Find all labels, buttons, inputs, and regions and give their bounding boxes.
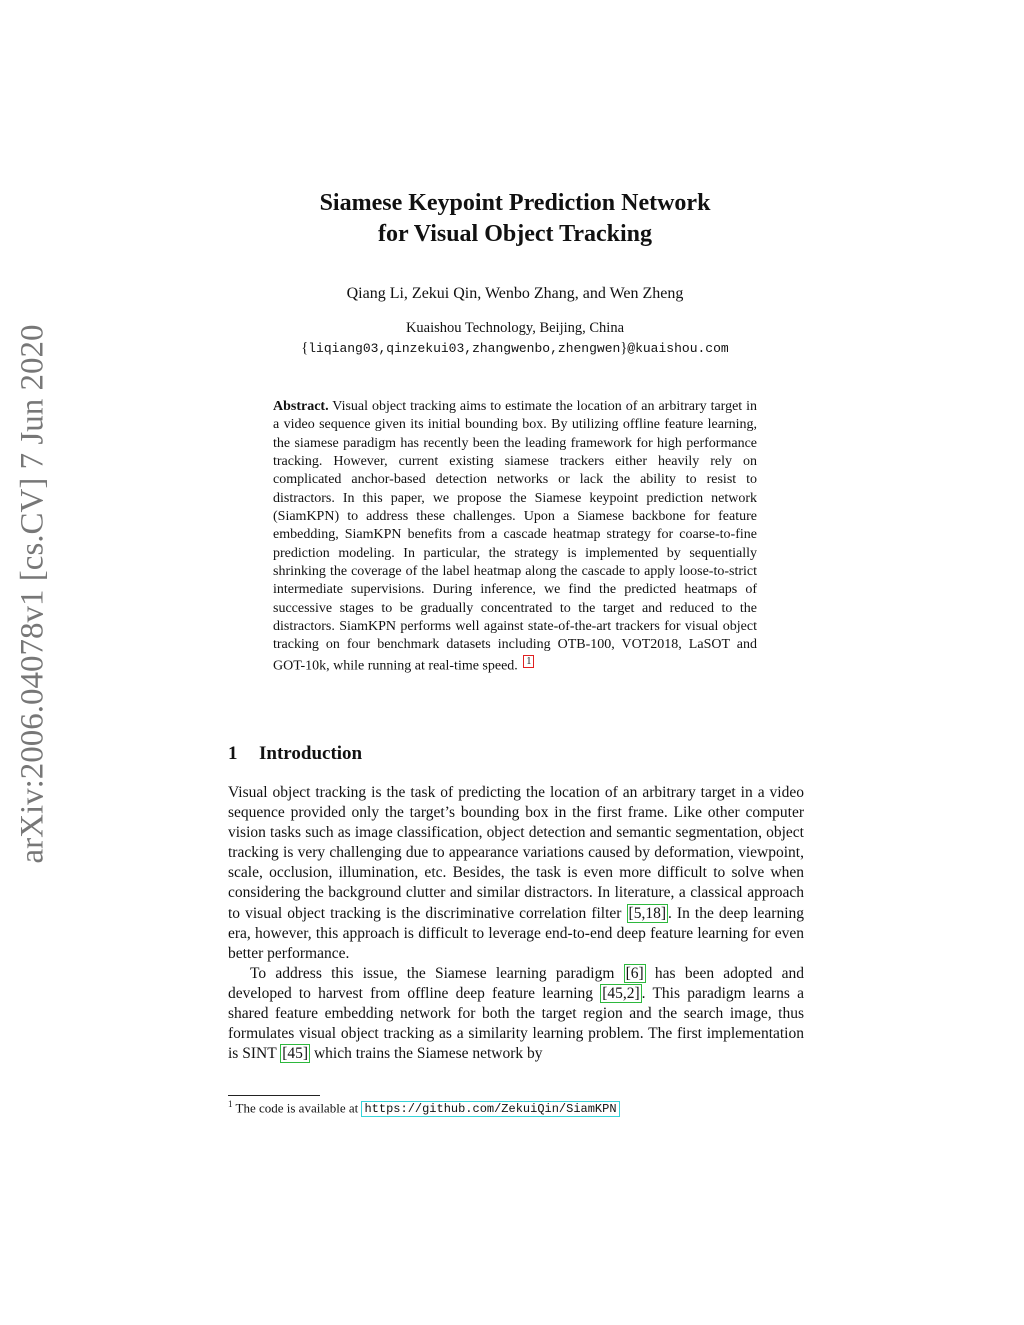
paragraph-2-text-c: . This paradigm learns a shared feature embedding network for both the target region and the search image, thus formulates visual object tracking as a similarity learning problem. The first implementation is SINT (228, 984, 804, 1063)
paragraph-2-text-d: which trains the Siamese network by (310, 1045, 543, 1063)
citation-link[interactable]: [5,18] (628, 904, 666, 922)
paper-title-line-2: for Visual Object Tracking (377, 221, 652, 247)
section-heading-introduction (228, 741, 362, 767)
abstract-text: Visual object tracking aims to estimate the location of an arbitrary target in a video sequence given its initial bounding box. By utilizing offline feature learning, the siamese paradigm has recently been the leading framework for high performance tracking. However, current existing siamese trackers either heavily rely on complicated anchor-based detection networks or lack the ability to resist to distractors. In this paper, we propose the Siamese keypoint prediction network (SiamKPN) to address these challenges. Upon a Siamese backbone for feature embedding, SiamKPN benefits from a cascade heatmap strategy for coarse-to-fine prediction modeling. In particular, the strategy is implemented by sequentially shrinking the coverage of the label heatmap along the cascade to apply loose-to-strict intermediate supervisions. During inference, we find the predicted heatmaps of successive stages to be gradually concentrated to the target and reduced to the distractors. SiamKPN performs well against state-of-the-art trackers for visual object tracking on four benchmark datasets including OTB-100, VOT2018, LaSOT and GOT-10k, while running at real-time speed. (273, 399, 758, 674)
email-brace-close: } (620, 340, 628, 356)
paragraph-1 (228, 783, 804, 964)
email-domain: @kuaishou.com (627, 341, 729, 356)
paragraph-1-text-a: Visual object tracking is the task of predicting the location of an arbitrary target in a video sequence provided only the target’s bounding box in the first frame. Like other computer vision tasks such as image classification, object detection and semantic segmentation, object tracking is very challenging due to appearance variations caused by deformation, viewpoint, scale, occlusion, illumination, etc. Besides, the task is even more difficult to solve when considering the background clutter and similar distractors. In literature, a classical approach to visual object tracking is the discriminative correlation filter (228, 784, 804, 922)
email-usernames: liqiang03,qinzekui03,zhangwenbo,zhengwen (308, 341, 621, 356)
introduction-body (228, 783, 804, 1064)
abstract (273, 398, 757, 676)
footnote-text: The code is available at (235, 1100, 362, 1116)
code-url-link[interactable]: https://github.com/ZekuiQin/SiamKPN (361, 1101, 619, 1117)
author-list: Qiang Li, Zekui Qin, Wenbo Zhang, and Wen Zheng (346, 285, 684, 302)
paragraph-2 (228, 964, 804, 1064)
paragraph-2-text-b: has been adopted and developed to harvest from offline deep feature learning (228, 964, 804, 1002)
affiliation: Kuaishou Technology, Beijing, China (405, 320, 625, 336)
abstract-label: Abstract. (273, 399, 329, 414)
citation-link[interactable]: [45,2] (602, 984, 640, 1002)
paragraph-1-text-b: . In the deep learning era, however, this approach is difficult to leverage end-to-end deep feature learning for even better performance. (228, 904, 805, 962)
citation-link[interactable]: [45] (282, 1045, 309, 1063)
section-number: 1 (228, 743, 238, 764)
footnote-reference-link[interactable]: 1 (523, 655, 534, 668)
paragraph-2-text-a: To address this issue, the Siamese learning paradigm (250, 964, 624, 982)
section-title: Introduction (259, 743, 363, 764)
paper-title-line-1: Siamese Keypoint Prediction Network (319, 190, 711, 216)
citation-link[interactable]: [6] (625, 964, 644, 982)
paper-title (180, 188, 850, 250)
arxiv-identifier-stamp: arXiv:2006.04078v1 [cs.CV] 7 Jun 2020 (14, 324, 51, 864)
footnote-mark: 1 (228, 1099, 233, 1109)
footnote (228, 1095, 620, 1118)
author-emails (180, 339, 850, 358)
email-brace-open: { (301, 340, 309, 356)
